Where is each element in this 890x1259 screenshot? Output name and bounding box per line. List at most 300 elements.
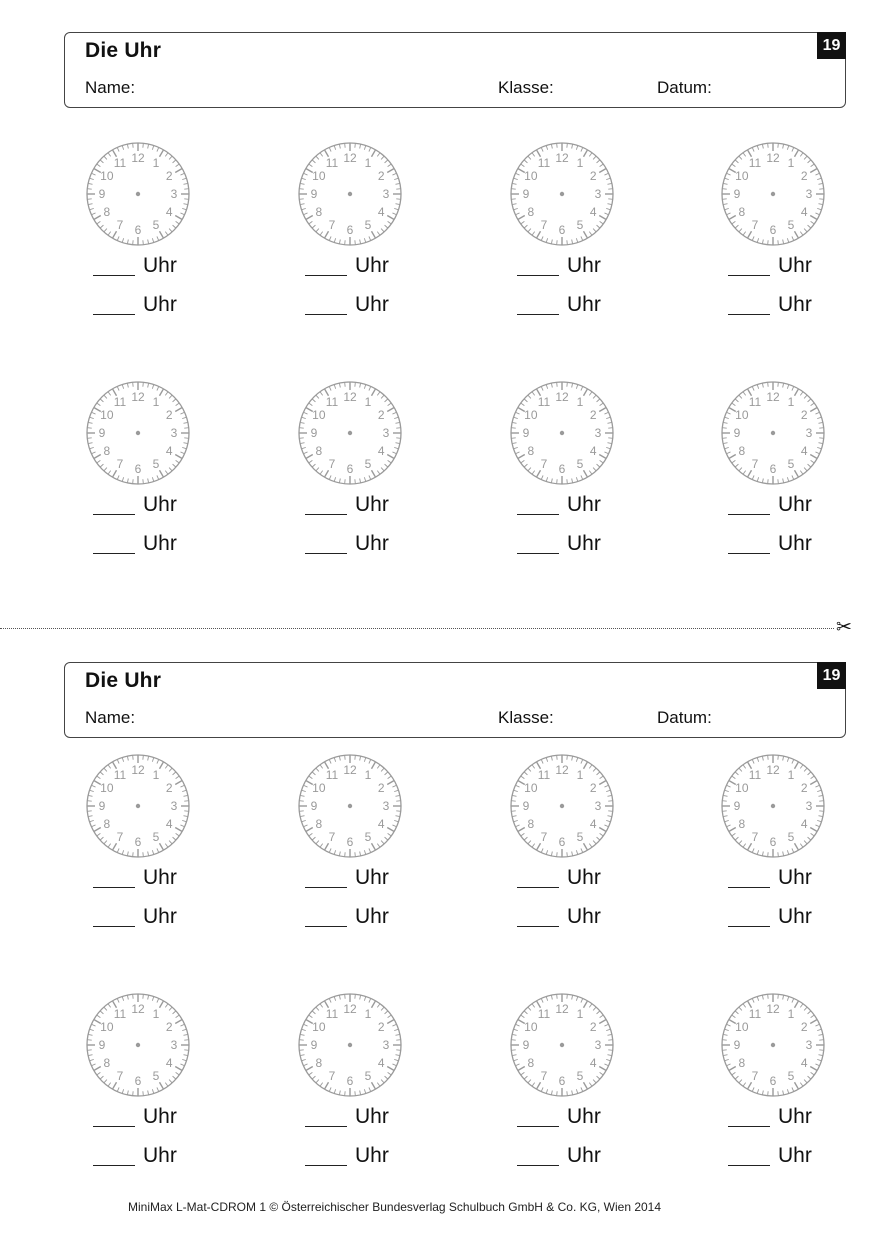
minute-tick: [800, 153, 803, 157]
clock-number: 10: [524, 1020, 538, 1034]
answer-blank[interactable]: [517, 275, 559, 276]
time-answer: [93, 254, 203, 280]
minute-tick: [546, 850, 547, 854]
minute-tick: [512, 816, 516, 817]
clock-number: 7: [540, 218, 548, 233]
minute-tick: [104, 1007, 107, 1010]
hour-tick: [94, 1067, 101, 1071]
minute-tick: [528, 1007, 531, 1010]
minute-tick: [127, 995, 128, 999]
minute-tick: [589, 392, 592, 396]
hour-tick: [518, 455, 525, 459]
answer-blank[interactable]: [728, 314, 770, 315]
clock-number: 8: [527, 205, 535, 219]
minute-tick: [515, 1064, 519, 1066]
answer-blank[interactable]: [728, 926, 770, 927]
time-answer: [728, 532, 838, 558]
answer-blank[interactable]: [728, 887, 770, 888]
answer-blank[interactable]: [517, 1126, 559, 1127]
clock-number: 5: [576, 1069, 584, 1084]
clock-number: 2: [800, 781, 808, 795]
minute-tick: [309, 460, 313, 463]
minute-tick: [811, 776, 815, 779]
minute-tick: [176, 833, 180, 836]
minute-tick: [309, 164, 313, 167]
minute-tick: [593, 768, 596, 771]
minute-tick: [817, 178, 821, 179]
minute-tick: [329, 386, 331, 390]
minute-tick: [182, 790, 186, 791]
answer-blank[interactable]: [517, 514, 559, 515]
minute-tick: [300, 1034, 304, 1035]
clock-center-dot: [771, 431, 775, 435]
scissors-icon: ✂: [836, 617, 852, 638]
minute-tick: [607, 1034, 611, 1035]
minute-tick: [597, 399, 600, 402]
unit-label: Uhr: [143, 254, 177, 277]
minute-tick: [600, 776, 604, 779]
answer-blank[interactable]: [93, 553, 135, 554]
minute-tick: [312, 1011, 315, 1014]
clock-number: 3: [382, 799, 390, 813]
answer-blank[interactable]: [93, 314, 135, 315]
clock-number: 1: [787, 1006, 795, 1021]
hour-tick: [387, 1020, 394, 1024]
clock-number: 9: [310, 187, 318, 201]
clock-face: [297, 753, 403, 859]
clock-number: 5: [576, 830, 584, 845]
minute-tick: [607, 816, 611, 817]
clock-number: 2: [377, 1020, 385, 1034]
minute-tick: [360, 1090, 361, 1094]
minute-tick: [316, 1007, 319, 1010]
clock-number: 8: [315, 444, 323, 458]
minute-tick: [743, 844, 746, 848]
clock-number: 6: [769, 1074, 777, 1088]
minute-tick: [546, 997, 547, 1001]
clock-number: 7: [751, 1069, 759, 1084]
minute-tick: [369, 475, 371, 479]
minute-tick: [512, 443, 516, 444]
minute-tick: [148, 1090, 149, 1094]
minute-tick: [787, 1089, 788, 1093]
minute-tick: [97, 1015, 101, 1018]
unit-label: Uhr: [355, 532, 389, 555]
answer-blank[interactable]: [93, 926, 135, 927]
clock-number: 12: [343, 1002, 357, 1016]
minute-tick: [169, 1007, 172, 1010]
minute-tick: [600, 164, 604, 167]
minute-tick: [90, 208, 94, 209]
clock-number: 9: [522, 1038, 530, 1052]
clock-face: [297, 992, 403, 1098]
hour-tick: [372, 1082, 376, 1089]
minute-tick: [339, 239, 340, 243]
minute-tick: [169, 156, 172, 159]
hour-tick: [387, 455, 394, 459]
minute-tick: [334, 850, 335, 854]
unit-label: Uhr: [143, 293, 177, 316]
minute-tick: [369, 759, 371, 763]
minute-tick: [104, 1080, 107, 1083]
unit-label: Uhr: [143, 1144, 177, 1167]
answer-blank[interactable]: [305, 887, 347, 888]
time-answer: [728, 1144, 838, 1170]
minute-tick: [300, 1055, 304, 1056]
minute-tick: [316, 1080, 319, 1083]
minute-tick: [726, 173, 730, 175]
minute-tick: [600, 403, 604, 406]
minute-tick: [546, 385, 547, 389]
minute-tick: [364, 238, 365, 242]
minute-tick: [392, 1024, 396, 1026]
minute-tick: [581, 236, 583, 240]
minute-tick: [377, 844, 380, 848]
minute-tick: [316, 768, 319, 771]
minute-tick: [743, 232, 746, 236]
minute-tick: [792, 998, 794, 1002]
hour-tick: [113, 231, 117, 238]
minute-tick: [551, 478, 552, 482]
minute-tick: [815, 173, 819, 175]
minute-tick: [395, 795, 399, 796]
unit-label: Uhr: [778, 1105, 812, 1128]
minute-tick: [818, 816, 822, 817]
answer-blank[interactable]: [93, 514, 135, 515]
clock-number: 12: [343, 390, 357, 404]
hour-tick: [306, 828, 313, 832]
clock-number: 4: [377, 817, 385, 831]
minute-tick: [551, 851, 552, 855]
unit-label: Uhr: [567, 1144, 601, 1167]
minute-tick: [752, 475, 754, 479]
minute-tick: [182, 417, 186, 418]
minute-tick: [385, 225, 388, 228]
hour-tick: [810, 408, 817, 412]
hour-tick: [518, 1067, 525, 1071]
minute-tick: [546, 146, 547, 150]
clock-number: 10: [100, 781, 114, 795]
minute-tick: [91, 825, 95, 827]
hour-tick: [729, 455, 736, 459]
answer-blank[interactable]: [93, 1165, 135, 1166]
answer-blank[interactable]: [305, 314, 347, 315]
minute-tick: [180, 213, 184, 215]
minute-tick: [388, 1015, 392, 1018]
clock-number: 12: [555, 763, 569, 777]
minute-tick: [388, 1072, 392, 1075]
minute-tick: [817, 417, 821, 418]
minute-tick: [528, 229, 531, 232]
minute-tick: [524, 1011, 527, 1014]
answer-blank[interactable]: [728, 275, 770, 276]
minute-tick: [104, 395, 107, 398]
clock-number: 10: [312, 408, 326, 422]
minute-tick: [521, 833, 525, 836]
clock-number: 1: [152, 394, 160, 409]
minute-tick: [377, 471, 380, 475]
minute-tick: [723, 183, 727, 184]
minute-tick: [302, 1059, 306, 1060]
minute-tick: [815, 1064, 819, 1066]
minute-tick: [532, 1083, 535, 1087]
minute-tick: [148, 383, 149, 387]
minute-tick: [334, 1089, 335, 1093]
answer-blank[interactable]: [93, 887, 135, 888]
minute-tick: [808, 1011, 811, 1014]
unit-label: Uhr: [567, 293, 601, 316]
hour-tick: [113, 470, 117, 477]
minute-tick: [320, 471, 323, 475]
minute-tick: [395, 816, 399, 817]
minute-tick: [572, 1090, 573, 1094]
minute-tick: [739, 1007, 742, 1010]
page-number-badge: 19: [817, 32, 846, 59]
time-answer: [93, 1105, 203, 1131]
minute-tick: [757, 238, 758, 242]
clock-number: 11: [113, 394, 127, 409]
minute-tick: [329, 236, 331, 240]
minute-tick: [604, 825, 608, 827]
hour-tick: [387, 828, 394, 832]
unit-label: Uhr: [778, 1144, 812, 1167]
minute-tick: [723, 422, 727, 423]
answer-blank[interactable]: [517, 887, 559, 888]
minute-tick: [369, 848, 371, 852]
answer-blank[interactable]: [517, 553, 559, 554]
minute-tick: [117, 848, 119, 852]
minute-tick: [800, 392, 803, 396]
answer-blank[interactable]: [305, 553, 347, 554]
minute-tick: [512, 1034, 516, 1035]
minute-tick: [364, 758, 365, 762]
minute-tick: [732, 833, 736, 836]
minute-tick: [165, 765, 168, 769]
minute-tick: [104, 468, 107, 471]
hour-tick: [372, 1001, 376, 1008]
answer-blank[interactable]: [305, 926, 347, 927]
time-answer: [305, 866, 415, 892]
minute-tick: [169, 1080, 172, 1083]
minute-tick: [732, 221, 736, 224]
clock-number: 4: [377, 1056, 385, 1070]
hour-tick: [795, 231, 799, 238]
time-answer: [728, 493, 838, 519]
minute-tick: [817, 1029, 821, 1030]
minute-tick: [725, 1059, 729, 1060]
clock-number: 9: [98, 426, 106, 440]
answer-blank[interactable]: [517, 926, 559, 927]
minute-tick: [122, 146, 123, 150]
minute-tick: [108, 471, 111, 475]
minute-tick: [515, 452, 519, 454]
answer-blank[interactable]: [728, 1126, 770, 1127]
minute-tick: [394, 447, 398, 448]
minute-tick: [117, 475, 119, 479]
answer-blank[interactable]: [93, 275, 135, 276]
minute-tick: [309, 776, 313, 779]
minute-tick: [127, 756, 128, 760]
minute-tick: [811, 221, 815, 224]
minute-tick: [334, 997, 335, 1001]
minute-tick: [800, 1004, 803, 1008]
time-answer: [728, 254, 838, 280]
hour-tick: [175, 216, 182, 220]
clock-number: 8: [738, 1056, 746, 1070]
hour-tick: [387, 216, 394, 220]
minute-tick: [787, 238, 788, 242]
clock-number: 11: [748, 767, 762, 782]
minute-tick: [388, 164, 392, 167]
minute-tick: [100, 464, 103, 467]
minute-tick: [91, 452, 95, 454]
minute-tick: [551, 756, 552, 760]
minute-tick: [762, 478, 763, 482]
answer-blank[interactable]: [305, 514, 347, 515]
minute-tick: [100, 160, 103, 163]
minute-tick: [385, 399, 388, 402]
minute-tick: [303, 1064, 307, 1066]
minute-tick: [392, 825, 396, 827]
minute-tick: [180, 452, 184, 454]
clock-number: 7: [116, 1069, 124, 1084]
minute-tick: [514, 1029, 518, 1030]
minute-tick: [762, 239, 763, 243]
clock-number: 12: [131, 390, 145, 404]
hour-tick: [795, 762, 799, 769]
hour-tick: [795, 843, 799, 850]
minute-tick: [804, 468, 807, 471]
minute-tick: [152, 850, 153, 854]
clock-number: 3: [170, 799, 178, 813]
minute-tick: [148, 478, 149, 482]
minute-tick: [735, 1076, 738, 1079]
clock-number: 10: [524, 781, 538, 795]
clock-center-dot: [348, 192, 352, 196]
clock-number: 4: [589, 444, 597, 458]
hour-tick: [175, 455, 182, 459]
minute-tick: [597, 464, 600, 467]
answer-blank[interactable]: [305, 1165, 347, 1166]
minute-tick: [581, 1087, 583, 1091]
answer-blank[interactable]: [728, 553, 770, 554]
hour-tick: [372, 470, 376, 477]
minute-tick: [360, 995, 361, 999]
clock-number: 3: [805, 187, 813, 201]
unit-label: Uhr: [778, 866, 812, 889]
minute-tick: [176, 403, 180, 406]
minute-tick: [589, 844, 592, 848]
minute-tick: [91, 213, 95, 215]
answer-blank[interactable]: [305, 275, 347, 276]
unit-label: Uhr: [143, 866, 177, 889]
time-answer: [93, 532, 203, 558]
minute-tick: [364, 385, 365, 389]
hour-tick: [372, 231, 376, 238]
minute-tick: [515, 1024, 519, 1026]
minute-tick: [757, 1089, 758, 1093]
minute-tick: [572, 851, 573, 855]
clock-number: 4: [377, 205, 385, 219]
minute-tick: [817, 1059, 821, 1060]
minute-tick: [811, 460, 815, 463]
minute-tick: [514, 208, 518, 209]
clock-number: 9: [310, 799, 318, 813]
hour-tick: [729, 1067, 736, 1071]
hour-tick: [748, 1082, 752, 1089]
hour-tick: [94, 455, 101, 459]
minute-tick: [604, 785, 608, 787]
minute-tick: [303, 173, 307, 175]
minute-tick: [818, 795, 822, 796]
answer-blank[interactable]: [305, 1126, 347, 1127]
hour-tick: [306, 216, 313, 220]
answer-blank[interactable]: [517, 1165, 559, 1166]
clock-face: [509, 992, 615, 1098]
minute-tick: [377, 232, 380, 236]
time-answer: [517, 866, 627, 892]
minute-tick: [91, 785, 95, 787]
minute-tick: [394, 178, 398, 179]
clock-number: 2: [589, 781, 597, 795]
answer-blank[interactable]: [728, 514, 770, 515]
minute-tick: [302, 208, 306, 209]
minute-tick: [309, 1072, 313, 1075]
minute-tick: [589, 1083, 592, 1087]
minute-tick: [804, 841, 807, 844]
hour-tick: [387, 408, 394, 412]
minute-tick: [515, 825, 519, 827]
minute-tick: [572, 478, 573, 482]
clock-face: [509, 141, 615, 247]
clock-number: 10: [735, 169, 749, 183]
minute-tick: [300, 204, 304, 205]
clock-number: 4: [165, 1056, 173, 1070]
minute-tick: [808, 399, 811, 402]
minute-tick: [757, 146, 758, 150]
minute-tick: [815, 825, 819, 827]
clock-number: 11: [537, 767, 551, 782]
minute-tick: [551, 383, 552, 387]
clock-number: 3: [805, 799, 813, 813]
minute-tick: [303, 213, 307, 215]
minute-tick: [726, 825, 730, 827]
minute-tick: [392, 412, 396, 414]
clock-face: [720, 992, 826, 1098]
clock-number: 10: [735, 781, 749, 795]
minute-tick: [176, 221, 180, 224]
answer-blank[interactable]: [93, 1126, 135, 1127]
clock-number: 6: [346, 462, 354, 476]
clock-number: 2: [800, 169, 808, 183]
minute-tick: [302, 178, 306, 179]
unit-label: Uhr: [143, 1105, 177, 1128]
minute-tick: [726, 785, 730, 787]
minute-tick: [604, 1024, 608, 1026]
clock-number: 5: [787, 218, 795, 233]
answer-blank[interactable]: [517, 314, 559, 315]
minute-tick: [524, 399, 527, 402]
minute-tick: [815, 785, 819, 787]
answer-blank[interactable]: [728, 1165, 770, 1166]
minute-tick: [183, 422, 187, 423]
hour-tick: [325, 231, 329, 238]
minute-tick: [309, 1015, 313, 1018]
minute-tick: [726, 452, 730, 454]
minute-tick: [388, 403, 392, 406]
minute-tick: [551, 239, 552, 243]
minute-tick: [303, 412, 307, 414]
